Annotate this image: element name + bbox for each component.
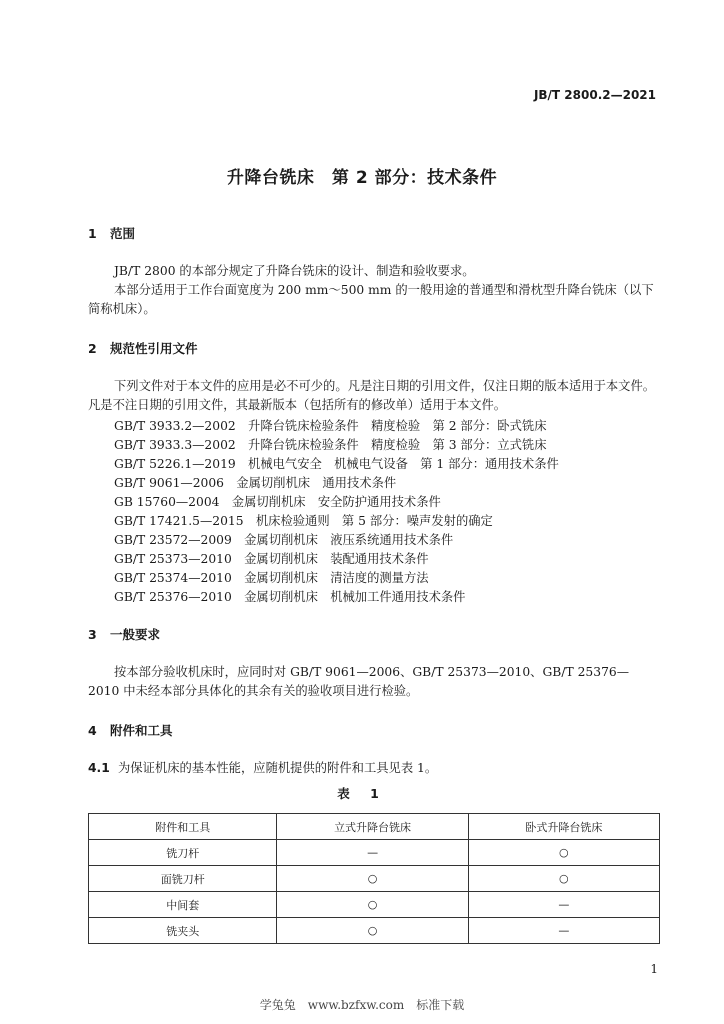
- general-requirements-paragraph: 按本部分验收机床时，应同时对 GB/T 9061—2006、GB/T 25373—2010、GB/T 25376—2010 中未经本部分具体化的其余有关的验收项目进行检验。: [88, 665, 630, 698]
- table-cell: 铣夹头: [89, 918, 277, 944]
- table-header-row: [89, 814, 660, 840]
- table-cell: ○: [468, 866, 659, 892]
- reference-item: GB/T 25374—2010 金属切削机床 清洁度的测量方法: [114, 571, 429, 585]
- standard-number: JB/T 2800.2—2021: [533, 88, 656, 102]
- reference-item: GB/T 23572—2009 金属切削机床 液压系统通用技术条件: [114, 533, 454, 547]
- section-number: 2: [88, 341, 97, 356]
- table-cell: 面铣刀杆: [89, 866, 277, 892]
- table-row: [89, 892, 660, 918]
- table-header-cell: 卧式升降台铣床: [468, 814, 659, 840]
- reference-item: GB/T 25376—2010 金属切削机床 机械加工件通用技术条件: [114, 590, 466, 604]
- table-header-cell: 立式升降台铣床: [277, 814, 468, 840]
- normative-intro: 下列文件对于本文件的应用是必不可少的。凡是注日期的引用文件，仅注日期的版本适用于本文件。凡是不注日期的引用文件，其最新版本（包括所有的修改单）适用于本文件。: [88, 379, 656, 412]
- table-row: [89, 866, 660, 892]
- accessories-table: [88, 813, 660, 944]
- reference-item: GB/T 17421.5—2015 机床检验通则 第 5 部分：噪声发射的确定: [114, 514, 493, 528]
- footer-watermark[interactable]: 学兔兔 www.bzfxw.com 标准下载: [259, 998, 465, 1012]
- section-number: 3: [88, 627, 97, 642]
- reference-item: GB/T 9061—2006 金属切削机床 通用技术条件: [114, 476, 397, 490]
- reference-item: GB/T 3933.3—2002 升降台铣床检验条件 精度检验 第 3 部分：立式铣床: [114, 438, 547, 452]
- table-cell: 铣刀杆: [89, 840, 277, 866]
- section-title: 范围: [110, 226, 136, 241]
- section-number: 4: [88, 723, 97, 738]
- clause-text: 为保证机床的基本性能，应随机提供的附件和工具见表 1。: [118, 761, 438, 775]
- reference-item: GB/T 3933.2—2002 升降台铣床检验条件 精度检验 第 2 部分：卧式铣床: [114, 419, 547, 433]
- section-title: 一般要求: [110, 627, 161, 642]
- table-row: [89, 840, 660, 866]
- section-heading-general-requirements: [88, 625, 160, 643]
- table-cell: 中间套: [89, 892, 277, 918]
- section-title: 规范性引用文件: [110, 341, 198, 356]
- section-heading-accessories-tools: [88, 721, 173, 739]
- table-row: [89, 918, 660, 944]
- section-heading-scope: [88, 224, 135, 242]
- section-heading-normative-references: [88, 339, 198, 357]
- clause-number: 4.1: [88, 761, 110, 775]
- table-cell: ○: [277, 866, 468, 892]
- reference-item: GB/T 25373—2010 金属切削机床 装配通用技术条件: [114, 552, 429, 566]
- clause-4-1: [88, 758, 437, 776]
- table-cell: —: [277, 840, 468, 866]
- table-cell: ○: [277, 892, 468, 918]
- table-cell: ○: [468, 840, 659, 866]
- reference-item: GB/T 5226.1—2019 机械电气安全 机械电气设备 第 1 部分：通用技术条件: [114, 457, 559, 471]
- table-cell: ○: [277, 918, 468, 944]
- reference-item: GB 15760—2004 金属切削机床 安全防护通用技术条件: [114, 495, 441, 509]
- table-cell: —: [468, 918, 659, 944]
- section-title: 附件和工具: [110, 723, 173, 738]
- document-title: 升降台铣床 第 2 部分：技术条件: [226, 168, 498, 188]
- table-caption: 表 1: [337, 786, 387, 801]
- table-header-cell: 附件和工具: [89, 814, 277, 840]
- page-number: 1: [650, 962, 658, 976]
- scope-paragraph-2: 本部分适用于工作台面宽度为 200 mm～500 mm 的一般用途的普通型和滑枕型升降台铣床（以下简称机床）。: [88, 283, 654, 316]
- section-number: 1: [88, 226, 97, 241]
- table-cell: —: [468, 892, 659, 918]
- scope-paragraph-1: JB/T 2800 的本部分规定了升降台铣床的设计、制造和验收要求。: [114, 264, 475, 278]
